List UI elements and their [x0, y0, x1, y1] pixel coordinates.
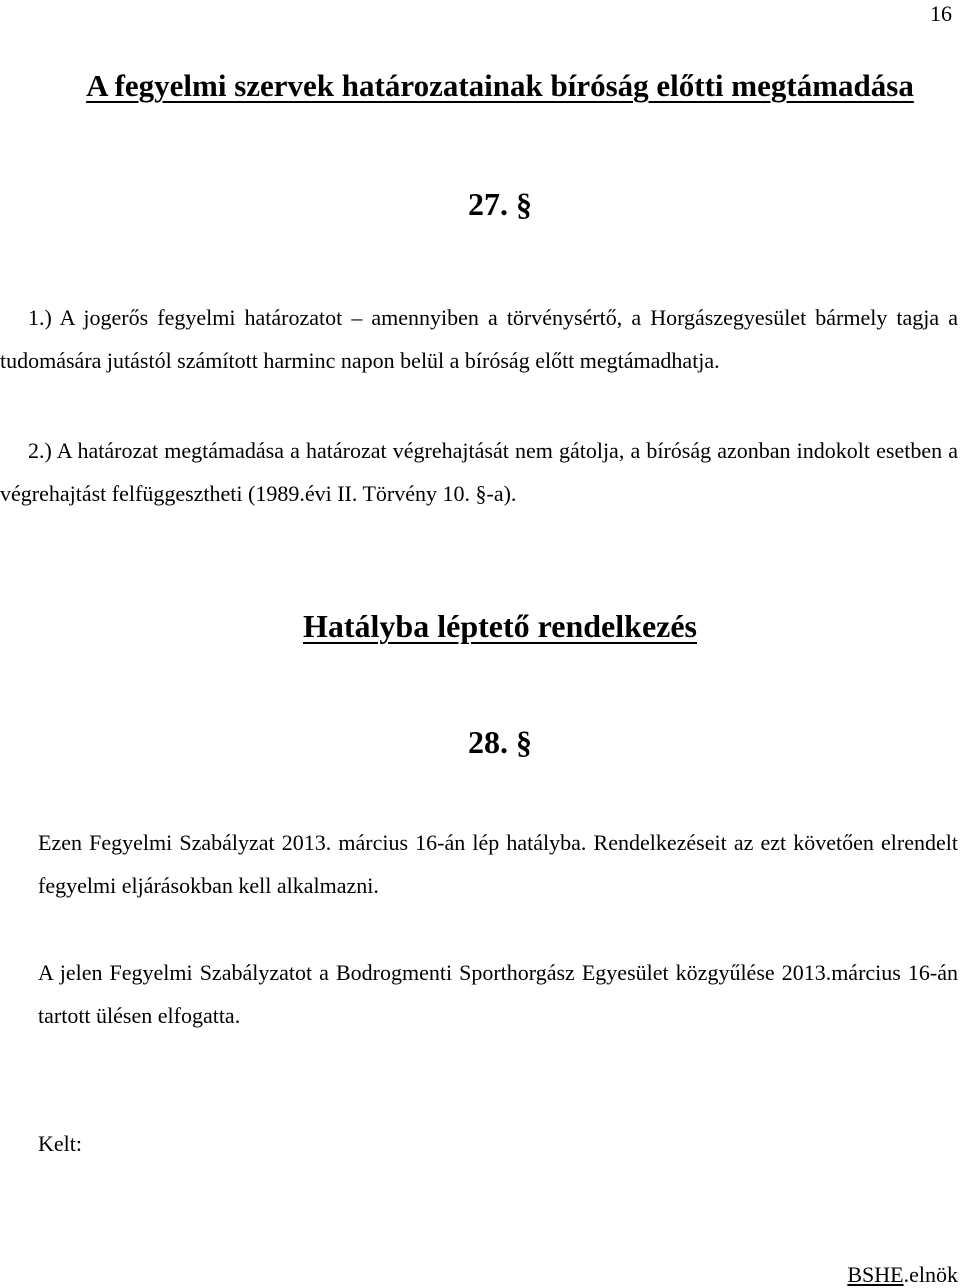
paragraph-1: 1.) A jogerős fegyelmi határozatot – amennyiben a törvénysértő, a Horgászegyesület bármely tagja a tudomására jutástól számított harminc napon belül a bíróság előtt megtámadhatja.	[0, 305, 958, 373]
page-number: 16	[930, 1, 952, 26]
paragraph-4: A jelen Fegyelmi Szabályzatot a Bodrogmenti Sporthorgász Egyesület közgyűlése 2013.március 16-án tartott ülésen elfogatta.	[38, 960, 958, 1028]
section-mark-27: 27. §	[468, 186, 532, 222]
section-heading-hatalyba: Hatályba léptető rendelkezés	[302, 608, 697, 644]
paragraph-2: 2.) A határozat megtámadása a határozat végrehajtását nem gátolja, a bíróság azonban indokolt esetben a végrehajtást felfüggesztheti (1989.évi II. Törvény 10. §-a).	[0, 438, 958, 506]
signature-org: BSHE	[847, 1262, 904, 1287]
paragraph-3: Ezen Fegyelmi Szabályzat 2013. március 16-án lép hatályba. Rendelkezéseit az ezt követően elrendelt fegyelmi eljárásokban kell alkalmazni.	[38, 830, 958, 898]
signature-role: .elnök	[903, 1262, 958, 1287]
signature-line	[847, 1262, 958, 1288]
section-mark-28: 28. §	[468, 724, 532, 760]
kelt-label: Kelt:	[38, 1131, 82, 1156]
document-title: A fegyelmi szervek határozatainak bíróság előtti megtámadása	[86, 68, 914, 103]
